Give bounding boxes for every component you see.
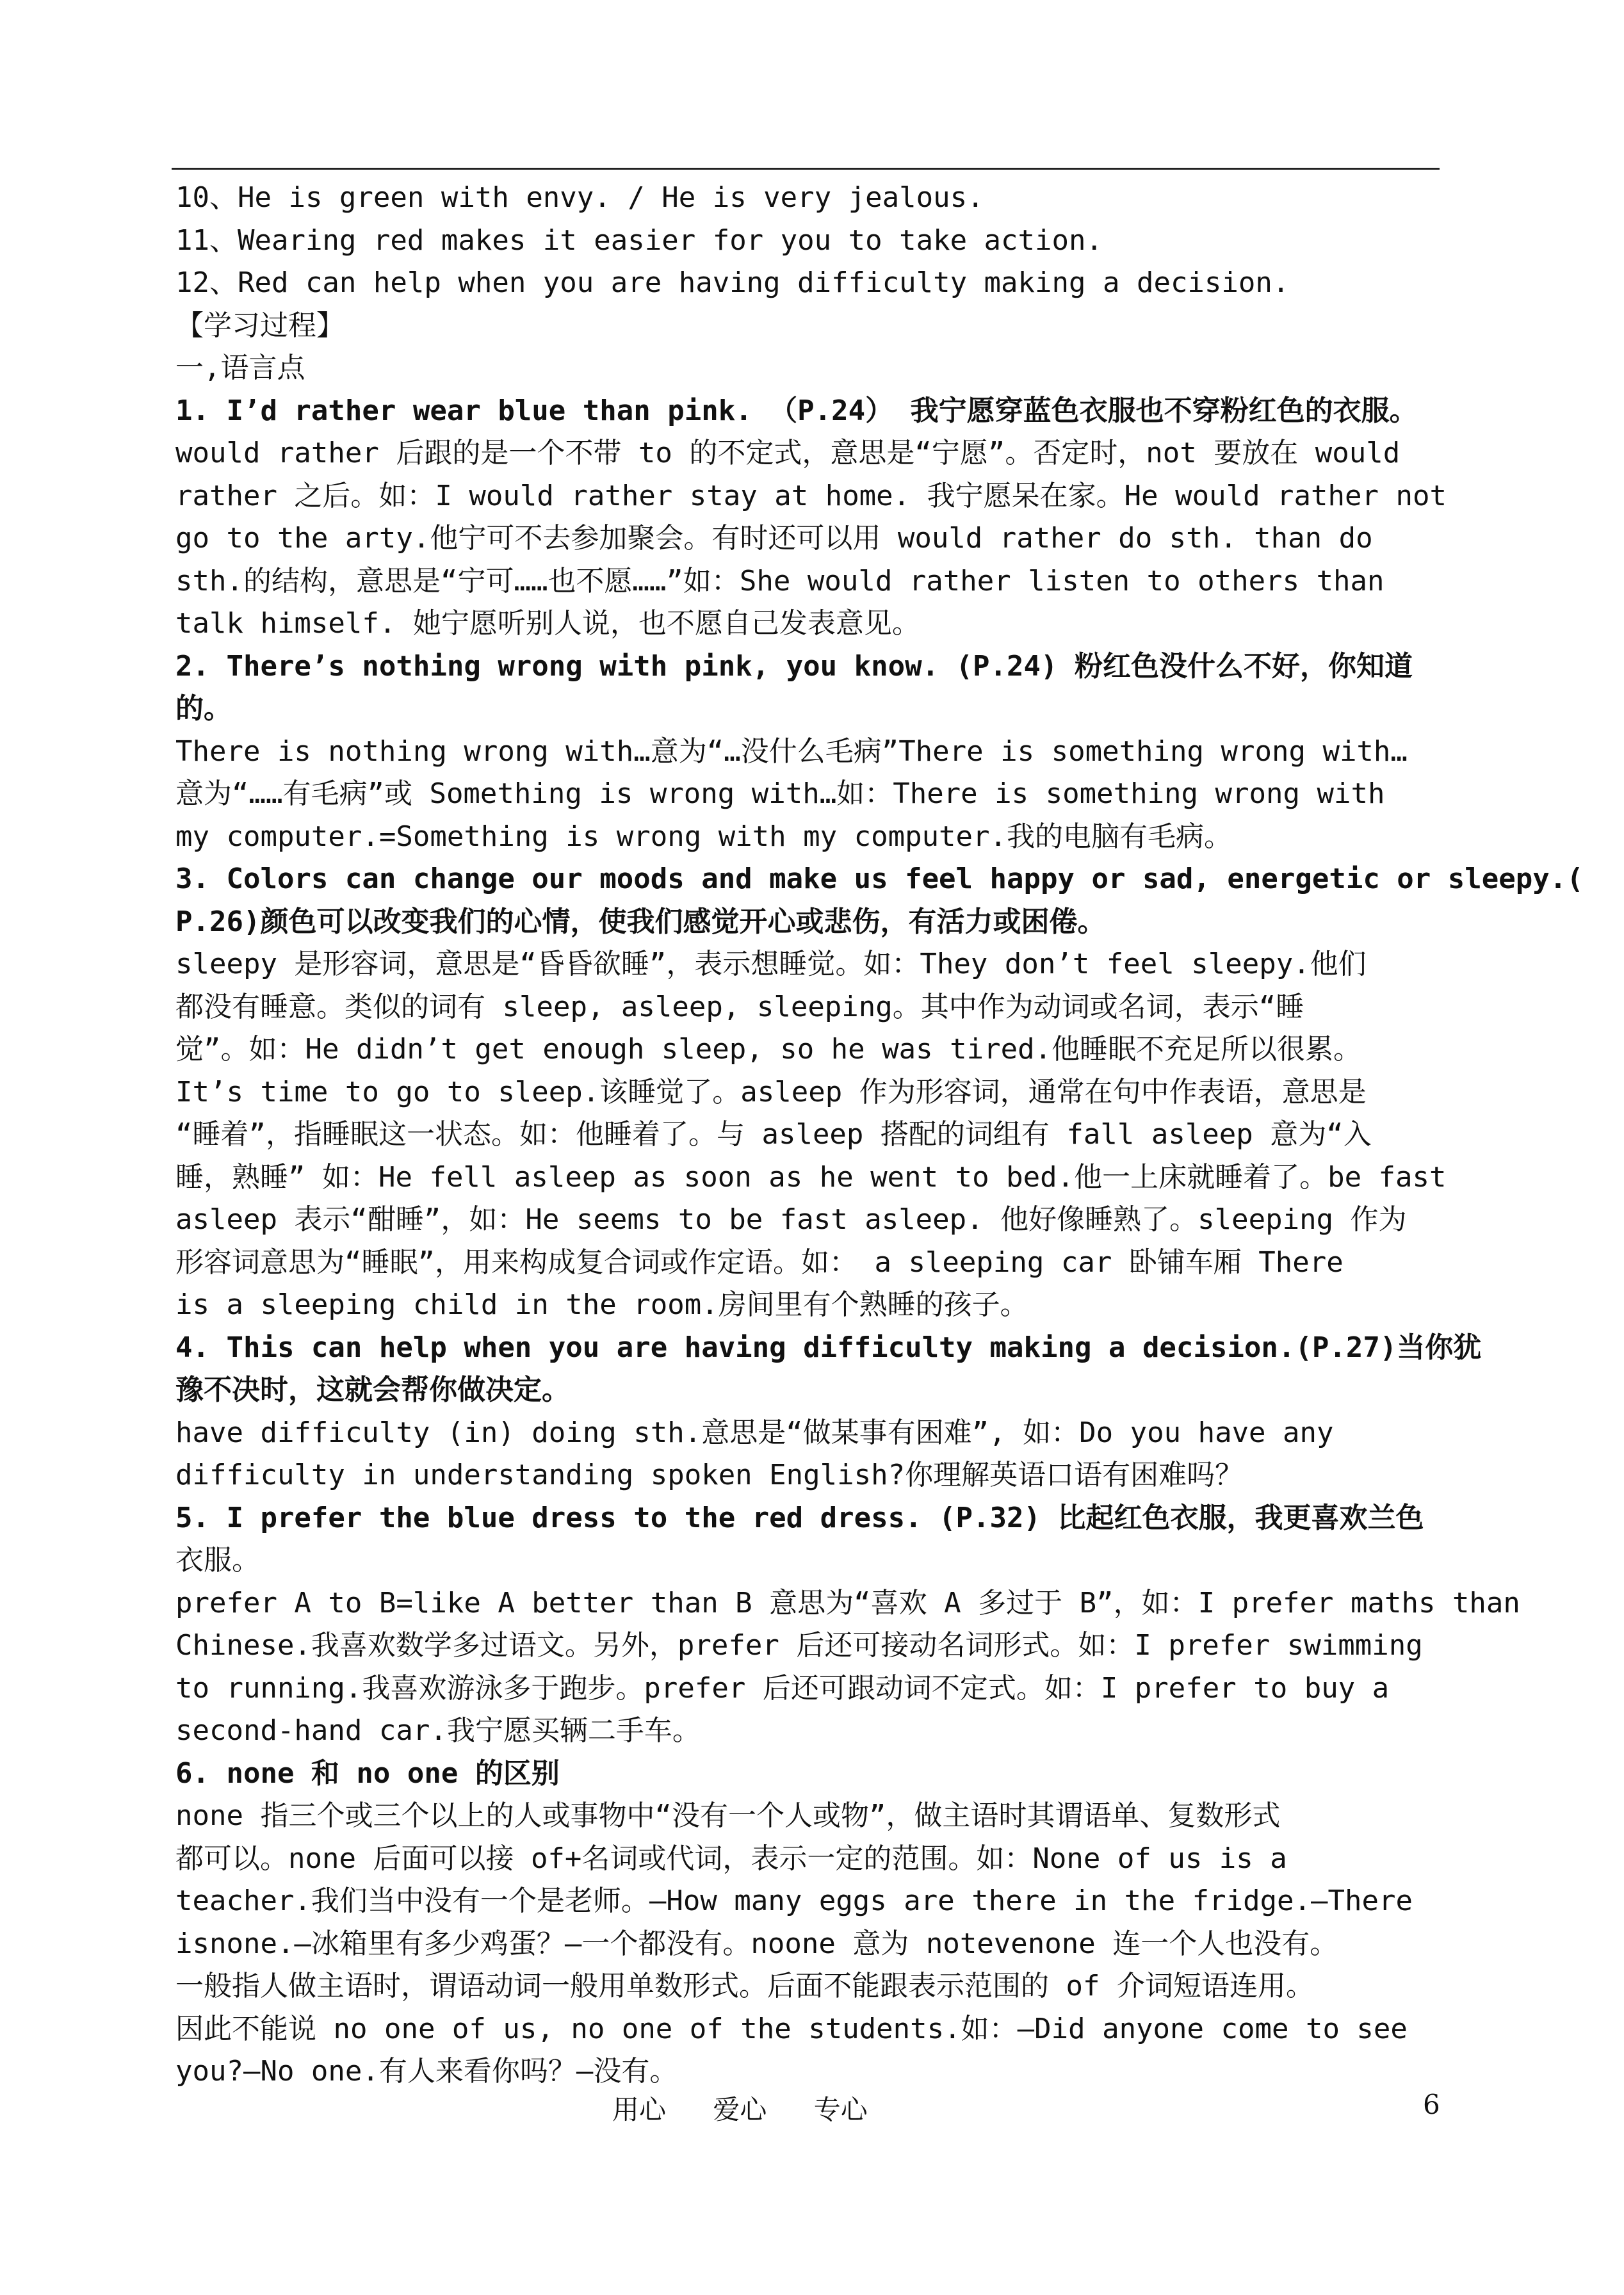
text-line: would rather 后跟的是一个不带 to 的不定式，意思是“宁愿”。否定时，not 要放在 would <box>175 437 1401 469</box>
text-line: 都没有睡意。类似的词有 sleep, asleep, sleeping。其中作为动词或名词，表示“睡 <box>175 990 1304 1023</box>
section-heading-line: 2. There’s nothing wrong with pink, you know. (P.24) 粉红色没什么不好，你知道 <box>175 649 1413 683</box>
page-footer <box>0 2089 1624 2134</box>
text-line: second-hand car.我宁愿买辆二手车。 <box>175 1714 701 1747</box>
text-line: 都可以。none 后面可以接 of+名词或代词，表示一定的范围。如：None of us is a <box>175 1842 1287 1875</box>
section-heading-line: 1. I’d rather wear blue than pink. （P.24） 我宁愿穿蓝色衣服也不穿粉红色的衣服。 <box>175 394 1418 427</box>
text-line: 12、Red can help when you are having difficulty making a decision. <box>175 266 1290 299</box>
text-line: 衣服。 <box>175 1544 260 1577</box>
text-line: 【学习过程】 <box>175 309 345 342</box>
text-line: 意为“……有毛病”或 Something is wrong with…如：There is something wrong with <box>175 777 1385 810</box>
text-line: “睡着”，指睡眠这一状态。如：他睡着了。与 asleep 搭配的词组有 fall asleep 意为“入 <box>175 1118 1372 1151</box>
text-line: sth.的结构，意思是“宁可……也不愿……”如：She would rather listen to others than <box>175 564 1384 597</box>
text-line: talk himself. 她宁愿听别人说，也不愿自己发表意见。 <box>175 607 920 640</box>
section-heading-line: 3. Colors can change our moods and make us feel happy or sad, energetic or sleepy.( <box>175 863 1584 895</box>
document-body <box>175 177 1584 2093</box>
text-line: rather 之后。如：I would rather stay at home. 我宁愿呆在家。He would rather not <box>175 479 1447 512</box>
text-line: 睡，熟睡” 如：He fell asleep as soon as he went to bed.他一上床就睡着了。be fast <box>175 1160 1447 1194</box>
text-line: difficulty in understanding spoken English?你理解英语口语有困难吗？ <box>175 1459 1244 1491</box>
section-heading-line: 的。 <box>175 692 232 725</box>
section-heading-line: 豫不决时，这就会帮你做决定。 <box>175 1374 570 1406</box>
text-line: none 指三个或三个以上的人或事物中“没有一个人或物”，做主语时其谓语单、复数形式 <box>175 1799 1281 1832</box>
text-line: prefer A to B=like A better than B 意思为“喜欢 A 多过于 B”，如：I prefer maths than <box>175 1586 1520 1619</box>
text-line: go to the arty.他宁可不去参加聚会。有时还可以用 would rather do sth. than do <box>175 522 1373 555</box>
section-heading-line: 6. none 和 no one 的区别 <box>175 1756 560 1790</box>
text-line: isnone.—冰箱里有多少鸡蛋？—一个都没有。noone 意为 notevenone 连一个人也没有。 <box>175 1927 1338 1960</box>
page-number: 6 <box>1423 2089 1440 2120</box>
text-line: my computer.=Something is wrong with my computer.我的电脑有毛病。 <box>175 820 1233 853</box>
section-heading-line: 4. This can help when you are having difficulty making a decision.(P.27)当你犹 <box>175 1331 1482 1364</box>
text-line: 一,语言点 <box>175 352 305 384</box>
text-line: 觉”。如：He didn’t get enough sleep, so he was tired.他睡眠不充足所以很累。 <box>175 1033 1362 1066</box>
text-line: have difficulty (in) doing sth.意思是“做某事有困难”, 如：Do you have any <box>175 1416 1334 1449</box>
text-line: 形容词意思为“睡眠”，用来构成复合词或作定语。如： a sleeping car 卧铺车厢 There <box>175 1245 1344 1279</box>
footer-motto: 用心 爱心 专心 <box>612 2094 868 2125</box>
text-line: 因此不能说 no one of us, no one of the students.如：—Did anyone come to see <box>175 2012 1408 2045</box>
text-line: you?—No one.有人来看你吗？—没有。 <box>175 2055 678 2088</box>
text-line: There is nothing wrong with…意为“…没什么毛病”There is something wrong with… <box>175 734 1408 768</box>
text-line: to running.我喜欢游泳多于跑步。prefer 后还可跟动词不定式。如：I prefer to buy a <box>175 1671 1390 1705</box>
text-line: It’s time to go to sleep.该睡觉了。asleep 作为形容词，通常在句中作表语，意思是 <box>175 1075 1367 1108</box>
text-line: teacher.我们当中没有一个是老师。—How many eggs are there in the fridge.—There <box>175 1885 1413 1917</box>
section-heading-line: 5. I prefer the blue dress to the red dress. (P.32) 比起红色衣服，我更喜欢兰色 <box>175 1501 1424 1534</box>
text-line: is a sleeping child in the room.房间里有个熟睡的孩子。 <box>175 1288 1028 1321</box>
text-line: sleepy 是形容词，意思是“昏昏欲睡”，表示想睡觉。如：They don’t feel sleepy.他们 <box>175 948 1367 980</box>
text-line: 10、He is green with envy. / He is very jealous. <box>175 181 984 214</box>
text-line: Chinese.我喜欢数学多过语文。另外，prefer 后还可接动名词形式。如：I prefer swimming <box>175 1629 1423 1662</box>
text-line: 11、Wearing red makes it easier for you to take action. <box>175 223 1103 257</box>
header-rule <box>172 168 1440 170</box>
text-line: asleep 表示“酣睡”，如：He seems to be fast asleep. 他好像睡熟了。sleeping 作为 <box>175 1203 1407 1236</box>
text-line: 一般指人做主语时，谓语动词一般用单数形式。后面不能跟表示范围的 of 介词短语连用。 <box>175 1970 1314 2002</box>
section-heading-line: P.26)颜色可以改变我们的心情，使我们感觉开心或悲伤，有活力或困倦。 <box>175 905 1106 938</box>
